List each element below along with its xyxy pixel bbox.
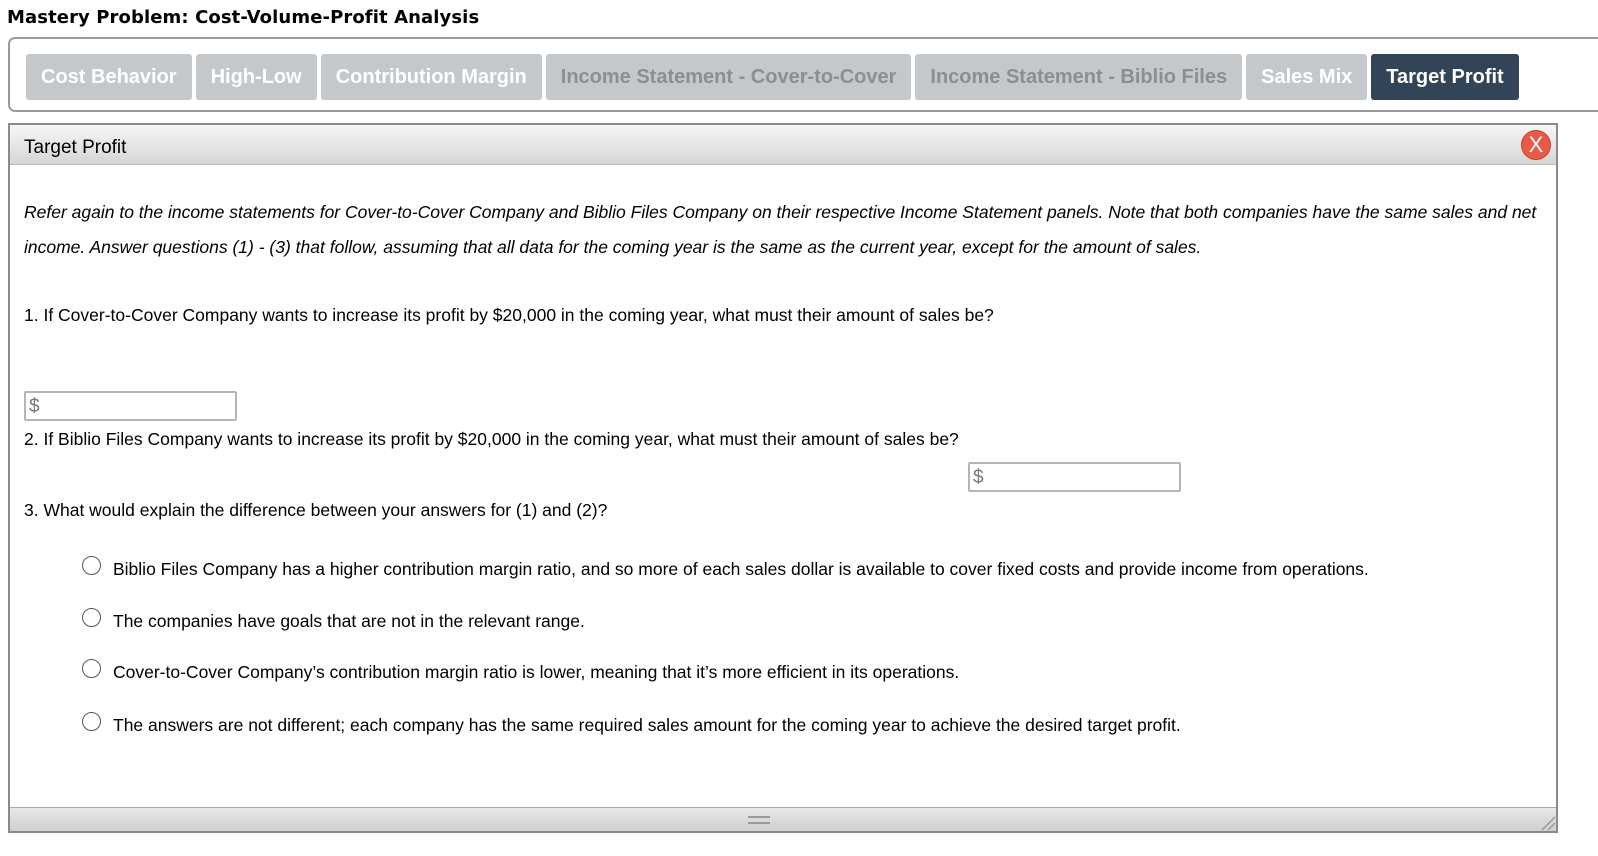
panel-title: Target Profit — [24, 137, 127, 158]
tab-target-profit[interactable]: Target Profit — [1371, 54, 1518, 100]
option-label: The companies have goals that are not in the relevant range. — [113, 611, 585, 631]
panel-header — [10, 125, 1556, 165]
q2-sales-input[interactable] — [988, 464, 1178, 490]
resize-grip-icon[interactable] — [1536, 811, 1556, 831]
option-label: The answers are not different; each company has the same required sales amount for the coming year to achieve the desired target profit. — [113, 715, 1181, 735]
answer-option-3[interactable] — [82, 662, 959, 683]
option-label: Biblio Files Company has a higher contribution margin ratio, and so more of each sales dollar is available to cover fixed costs and provide income from operations. — [113, 559, 1369, 579]
q1-sales-field[interactable] — [24, 391, 237, 421]
dollar-prefix: $ — [29, 396, 40, 417]
panel-body — [10, 165, 1556, 805]
intro-text: Refer again to the income statements for Cover-to-Cover Company and Biblio Files Company on their respective Income Statement panels. Note that both companies have the same sales and net income. Answer questions (1) - (3) that follow, assuming that all data for the coming year is the same as the current year, except for the amount of sales. — [24, 202, 1537, 257]
radio-button[interactable] — [82, 712, 101, 731]
question-3: 3. What would explain the difference between your answers for (1) and (2)? — [24, 500, 608, 520]
panel-footer — [10, 807, 1556, 831]
q2-sales-field[interactable] — [968, 462, 1181, 492]
question-2: 2. If Biblio Files Company wants to increase its profit by $20,000 in the coming year, what must their amount of sales be? — [24, 429, 959, 449]
close-button[interactable]: X — [1521, 130, 1551, 160]
answer-option-4[interactable] — [82, 715, 1181, 736]
page-title: Mastery Problem: Cost-Volume-Profit Analysis — [7, 7, 480, 28]
drag-handle-icon[interactable] — [748, 816, 770, 824]
tab-bar — [8, 37, 1598, 112]
radio-button[interactable] — [82, 556, 101, 575]
question-1: 1. If Cover-to-Cover Company wants to increase its profit by $20,000 in the coming year, what must their amount of sales be? — [24, 305, 994, 325]
tab-high-low[interactable]: High-Low — [196, 54, 317, 100]
answer-option-1[interactable] — [82, 559, 1369, 580]
q1-sales-input[interactable] — [44, 393, 234, 419]
answer-option-2[interactable] — [82, 611, 585, 632]
tab-income-statement-biblio-files[interactable]: Income Statement - Biblio Files — [915, 54, 1242, 100]
tab-contribution-margin[interactable]: Contribution Margin — [321, 54, 542, 100]
dollar-prefix: $ — [973, 467, 984, 488]
target-profit-panel — [8, 123, 1558, 833]
tab-cost-behavior[interactable]: Cost Behavior — [26, 54, 192, 100]
radio-button[interactable] — [82, 608, 101, 627]
option-label: Cover-to-Cover Company’s contribution margin ratio is lower, meaning that it’s more efficient in its operations. — [113, 662, 960, 682]
tab-sales-mix[interactable]: Sales Mix — [1246, 54, 1367, 100]
radio-button[interactable] — [82, 659, 101, 678]
tab-income-statement-cover-to-cover[interactable]: Income Statement - Cover-to-Cover — [546, 54, 912, 100]
